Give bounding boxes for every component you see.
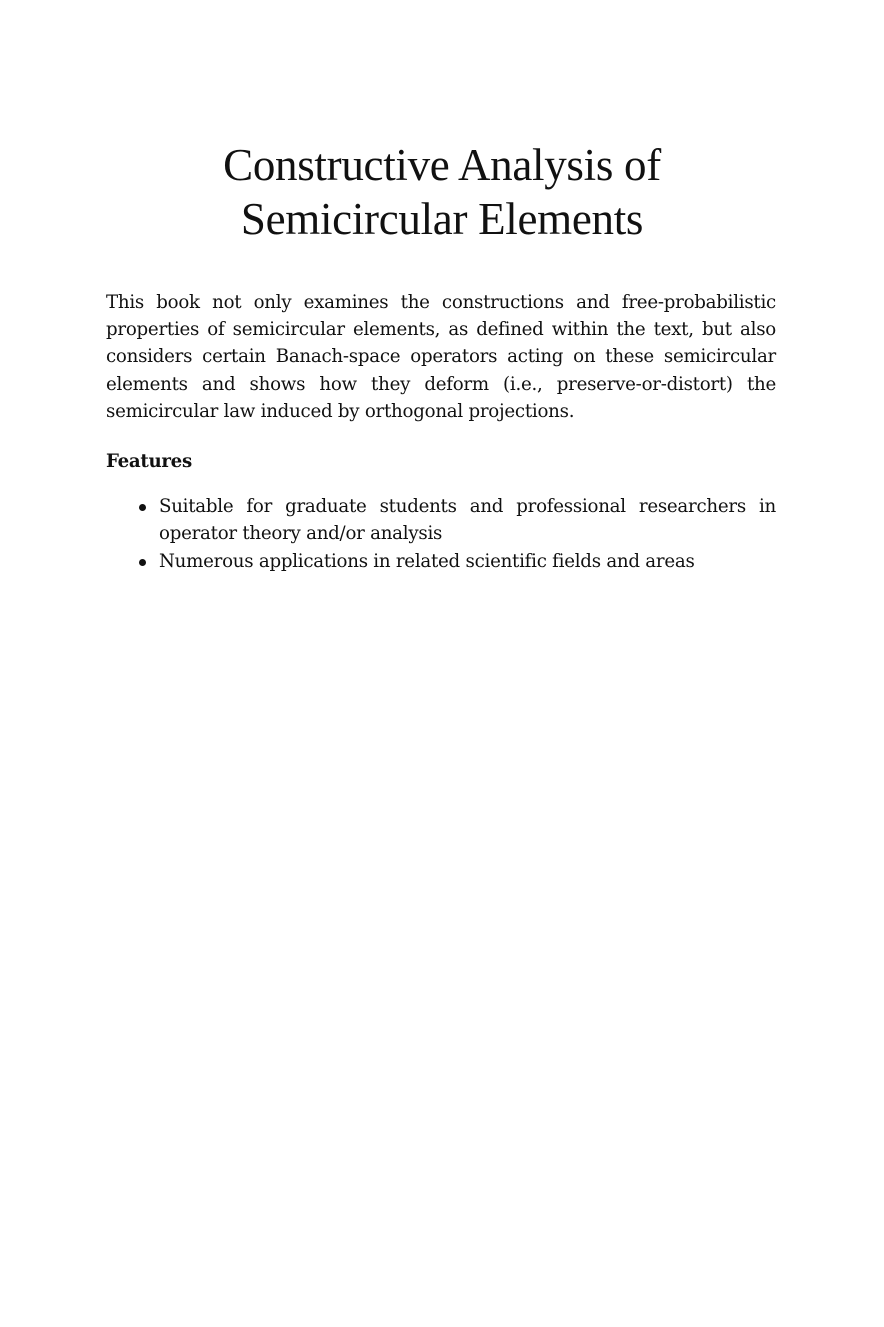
feature-text: Suitable for graduate students and professional researchers in operator theory and/or analysis <box>159 496 776 545</box>
bullet-icon <box>139 559 146 566</box>
book-title <box>0 138 884 246</box>
feature-item <box>135 548 776 575</box>
feature-text: Numerous applications in related scientific fields and areas <box>159 550 695 572</box>
book-title-line-2: Semicircular Elements <box>240 194 644 244</box>
bullet-icon <box>139 504 146 511</box>
book-description: This book not only examines the constructions and free-probabilistic properties of semicircular elements, as defined within the text, but also considers certain Banach-space operators acting on these semicircular elements and shows how they deform (i.e., preserve-or-distort) the semicircular law induced by orthogonal projections. <box>106 292 776 422</box>
features-heading: Features <box>106 451 192 472</box>
features-list <box>135 493 776 575</box>
feature-item <box>135 493 776 548</box>
book-title-line-1: Constructive Analysis of <box>223 140 661 190</box>
